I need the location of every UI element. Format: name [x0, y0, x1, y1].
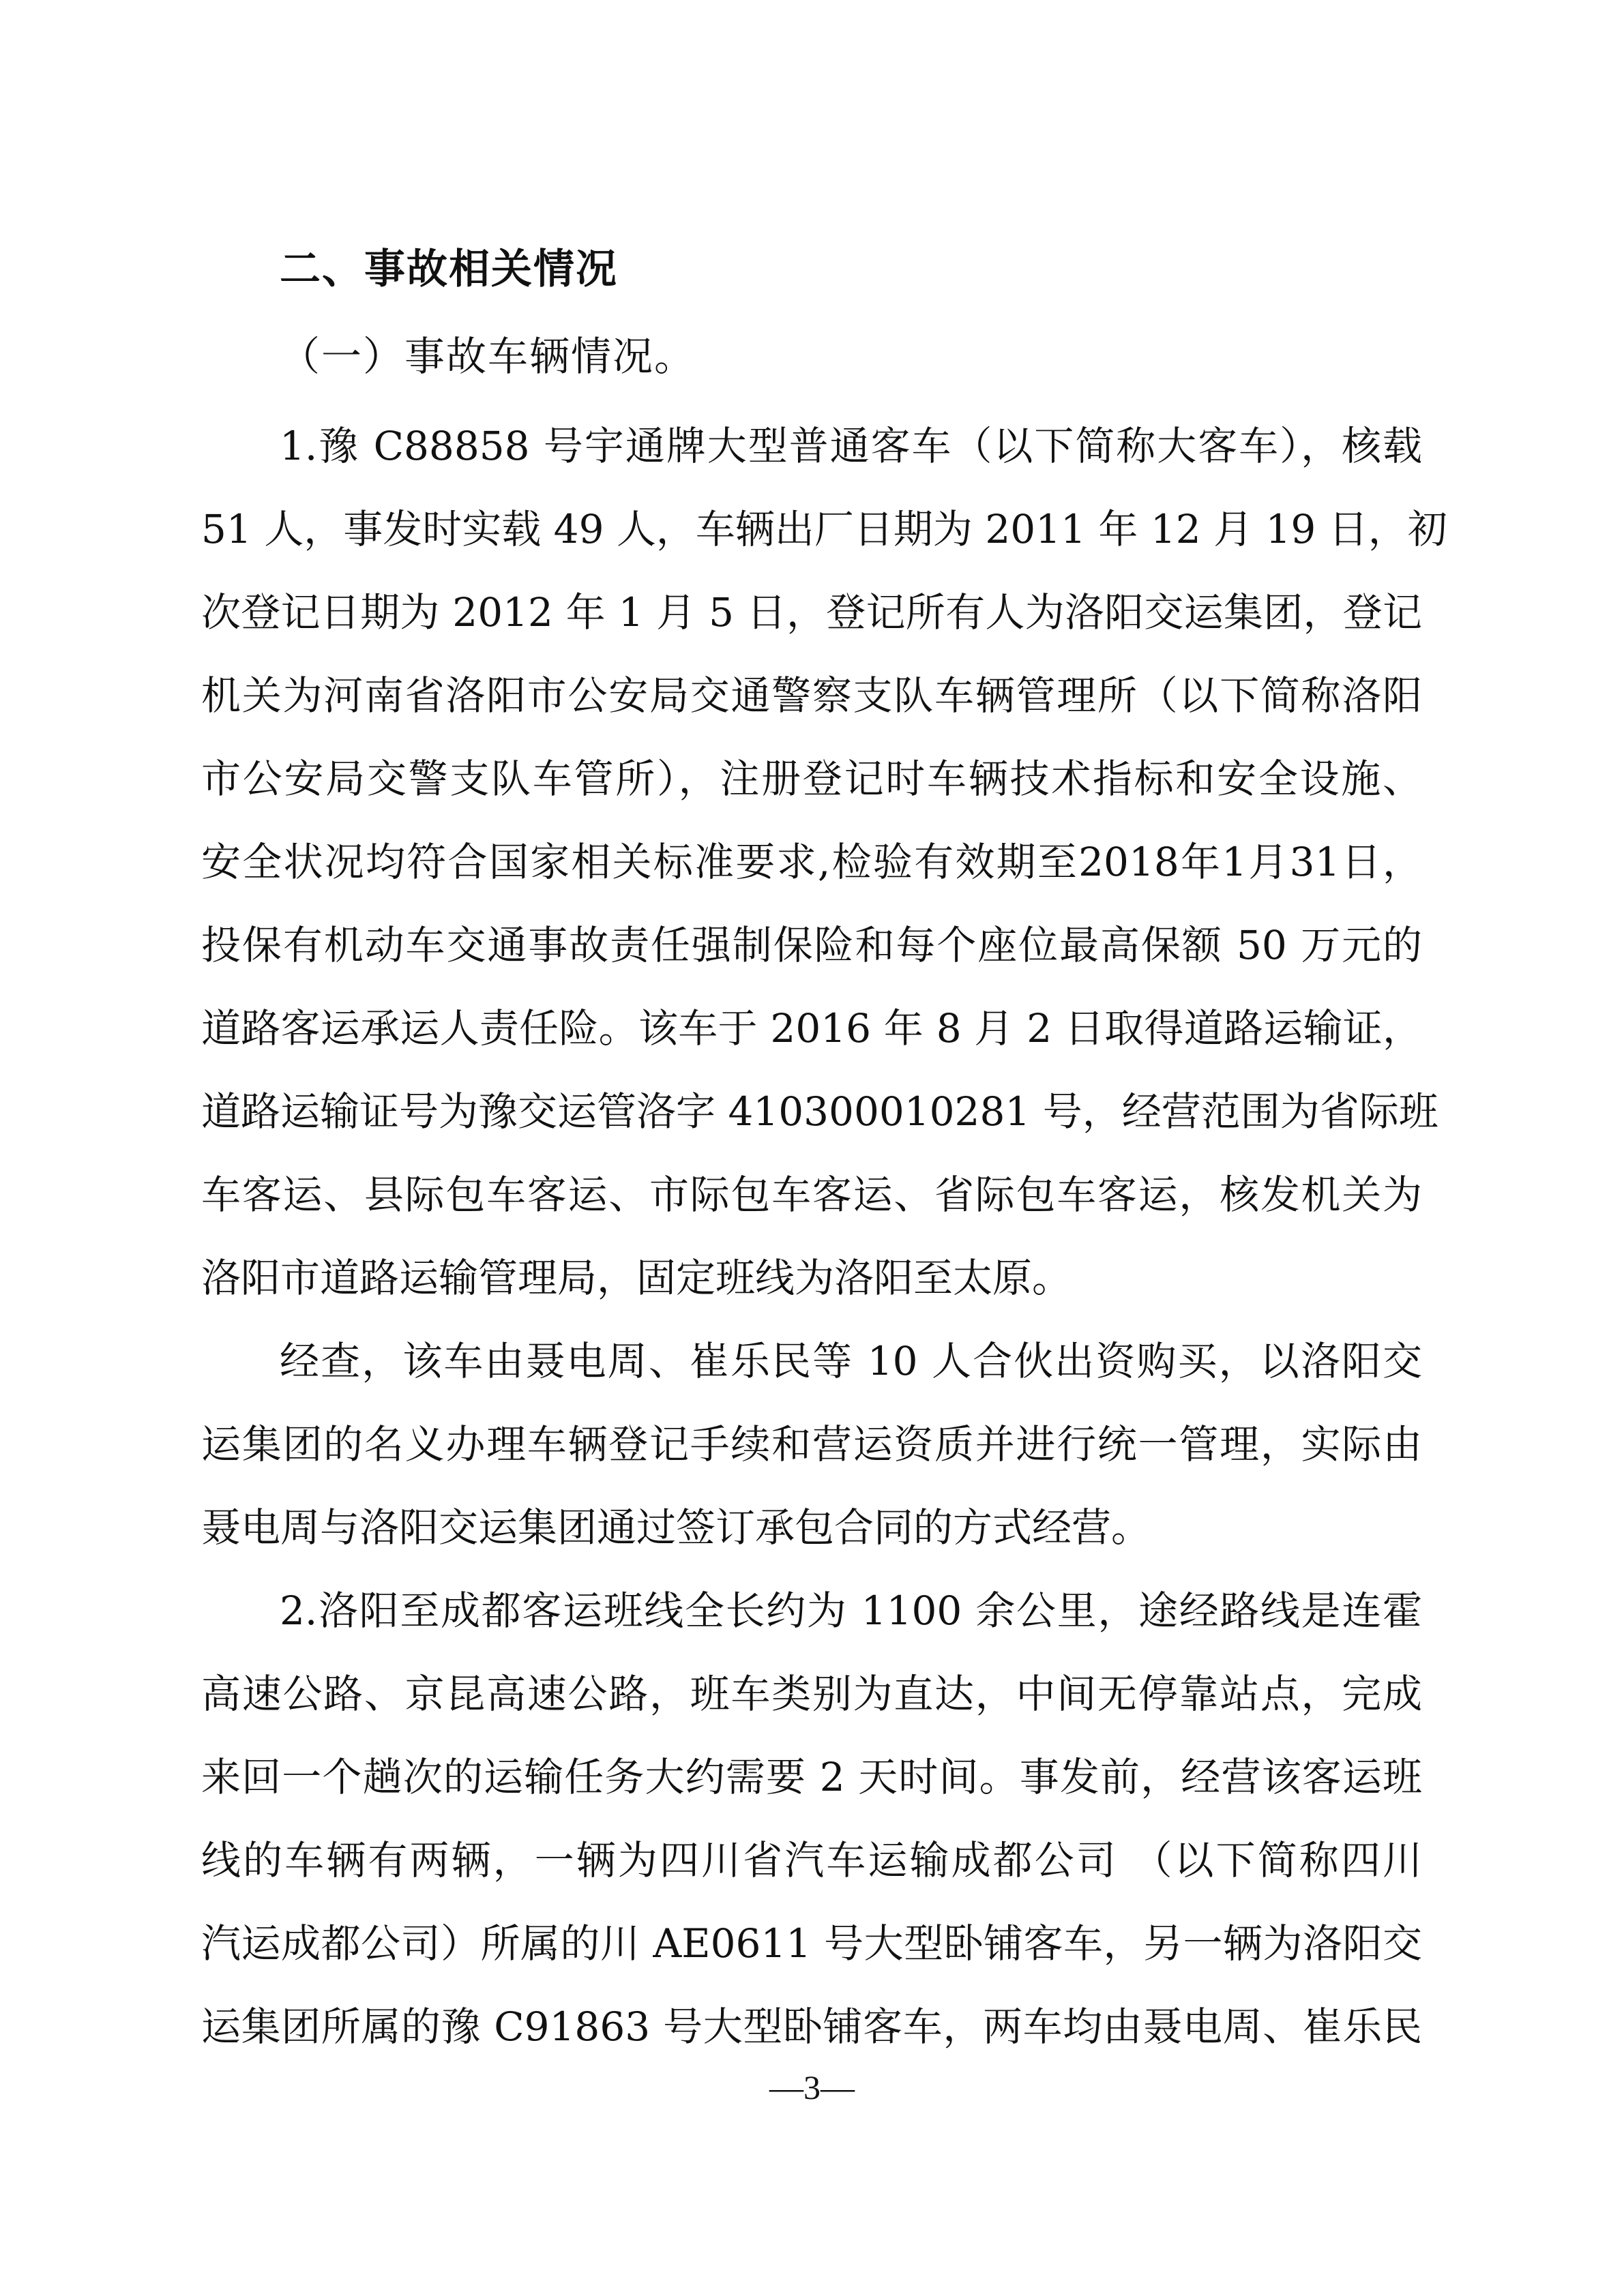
- paragraph-1-line: 机关为河南省洛阳市公安局交通警察支队车辆管理所（以下简称洛阳: [201, 672, 1422, 719]
- paragraph-3-line: 2.洛阳至成都客运班线全长约为 1100 余公里，途经路线是连霍: [280, 1587, 1422, 1634]
- paragraph-1-line: 车客运、县际包车客运、市际包车客运、省际包车客运，核发机关为: [201, 1172, 1422, 1218]
- paragraph-1-line: 安全状况均符合国家相关标准要求,检验有效期至2018年1月31日，: [201, 839, 1422, 885]
- paragraph-1-line: 道路客运承运人责任险。该车于 2016 年 8 月 2 日取得道路运输证，: [201, 1005, 1422, 1052]
- paragraph-2-line: 经查，该车由聂电周、崔乐民等 10 人合伙出资购买，以洛阳交: [280, 1338, 1422, 1384]
- section-heading: 二、事故相关情况: [280, 245, 618, 293]
- paragraph-3-line: 高速公路、京昆高速公路，班车类别为直达，中间无停靠站点，完成: [201, 1671, 1422, 1717]
- paragraph-1-line: 洛阳市道路运输管理局，固定班线为洛阳至太原。: [201, 1255, 1072, 1301]
- paragraph-2-line: 聂电周与洛阳交运集团通过签订承包合同的方式经营。: [201, 1504, 1151, 1551]
- paragraph-1-line: 次登记日期为 2012 年 1 月 5 日，登记所有人为洛阳交运集团，登记: [201, 589, 1422, 636]
- paragraph-3-line: 汽运成都公司）所属的川 AE0611 号大型卧铺客车，另一辆为洛阳交: [201, 1920, 1422, 1967]
- paragraph-1-line: 市公安局交警支队车管所），注册登记时车辆技术指标和安全设施、: [201, 756, 1422, 802]
- subsection-heading: （一）事故车辆情况。: [280, 333, 696, 380]
- paragraph-1-line: 51 人，事发时实载 49 人，车辆出厂日期为 2011 年 12 月 19 日，初: [201, 506, 1447, 552]
- paragraph-1-line: 1.豫 C88858 号宇通牌大型普通客车（以下简称大客车），核载: [280, 423, 1422, 469]
- paragraph-1-line: 投保有机动车交通事故责任强制保险和每个座位最高保额 50 万元的: [201, 922, 1422, 968]
- page-number: —3—: [769, 2068, 855, 2106]
- paragraph-3-line: 线的车辆有两辆，一辆为四川省汽车运输成都公司 （以下简称四川: [201, 1837, 1422, 1883]
- paragraph-1-line: 道路运输证号为豫交运管洛字 410300010281 号，经营范围为省际班: [201, 1088, 1438, 1135]
- paragraph-3-line: 来回一个趟次的运输任务大约需要 2 天时间。事发前，经营该客运班: [201, 1754, 1422, 1800]
- paragraph-2-line: 运集团的名义办理车辆登记手续和营运资质并进行统一管理，实际由: [201, 1421, 1422, 1467]
- paragraph-3-line: 运集团所属的豫 C91863 号大型卧铺客车，两车均由聂电周、崔乐民: [201, 2003, 1422, 2050]
